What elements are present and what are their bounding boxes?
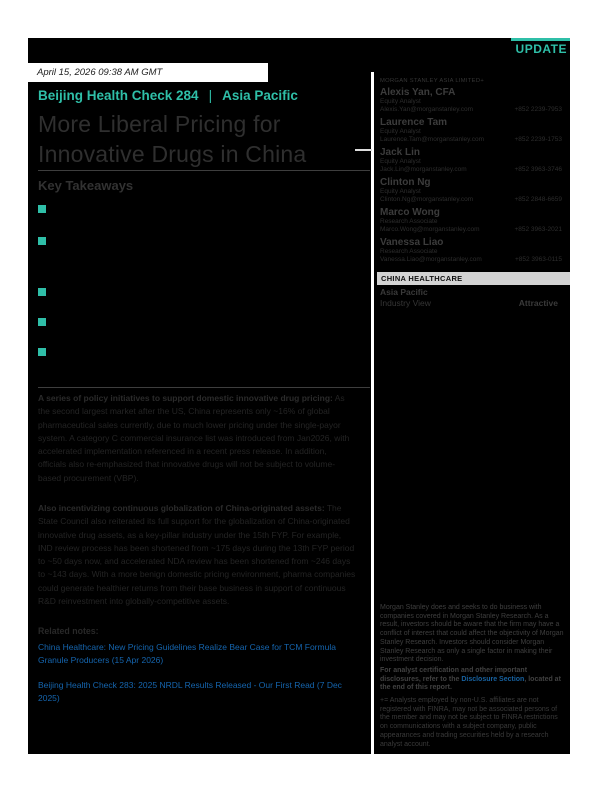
analyst-email: Marco.Wong@morganstanley.com	[380, 226, 480, 233]
related-note-link[interactable]: China Healthcare: New Pricing Guidelines Realize Bear Case for TCM Formula Granule Producers (15 Apr 2026)	[38, 642, 336, 665]
analyst-role: Equity Analyst	[380, 98, 421, 105]
disclosure-footer	[377, 604, 567, 749]
analyst-entry	[377, 237, 570, 264]
analyst-name: Vanessa Liao	[380, 237, 444, 248]
analyst-name: Clinton Ng	[380, 177, 431, 188]
analyst-phone: +852 3963-0115	[514, 256, 562, 263]
analyst-email: Alexis.Yan@morganstanley.com	[380, 106, 474, 113]
industry-view-label: Industry View	[380, 298, 431, 308]
heading-separator: |	[208, 88, 213, 103]
analyst-email: Clinton.Ng@morganstanley.com	[380, 196, 474, 203]
analyst-phone: +852 3963-2021	[514, 226, 562, 233]
analyst-entry	[377, 117, 570, 144]
paragraph-lead: Also incentivizing continuous globalization of China-originated assets:	[38, 503, 325, 513]
analyst-name: Jack Lin	[380, 147, 421, 158]
industry-view-row	[377, 298, 570, 309]
finra-footnote: += Analysts employed by non-U.S. affiliates are not registered with FINRA, may not be associated persons of the member and may not be subject to FINRA restrictions on communications with a subject company, public appearances and trading securities held by a research analyst account.	[380, 697, 558, 748]
analyst-role: Research Associate	[380, 218, 438, 225]
report-series-heading	[38, 88, 298, 103]
sector-tag-bar: CHINA HEALTHCARE	[377, 272, 570, 285]
analyst-email: Jack.Lin@morganstanley.com	[380, 166, 467, 173]
analyst-email: Vanessa.Liao@morganstanley.com	[380, 256, 482, 263]
analyst-phone: +852 2239-7953	[514, 106, 562, 113]
industry-view-value: Attractive	[518, 298, 558, 308]
page-title: More Liberal Pricing for Innovative Drugs in China	[38, 111, 307, 167]
related-notes-label: Related notes:	[38, 626, 99, 636]
analyst-entry	[377, 147, 570, 174]
bullet-square-icon	[38, 237, 46, 245]
analyst-name: Laurence Tam	[380, 117, 448, 128]
analyst-entry	[377, 87, 570, 114]
analyst-certification-note	[380, 667, 567, 693]
takeaway-bullet	[38, 318, 370, 326]
analyst-email: Laurence.Tam@morganstanley.com	[380, 136, 485, 143]
column-divider	[371, 72, 374, 754]
series-title: Beijing Health Check 284	[38, 88, 199, 103]
conflict-disclaimer: Morgan Stanley does and seeks to do business with companies covered in Morgan Stanley Research. As a result, investors should be aware that the firm may have a conflict of interest that could affect the objectivity of Morgan Stanley Research. Investors should consider Morgan Stanley Research as only a single factor in making their investment decision.	[380, 604, 564, 664]
bullet-square-icon	[38, 288, 46, 296]
analyst-phone: +852 2848-6659	[514, 196, 562, 203]
key-takeaways-title: Key Takeaways	[38, 178, 134, 193]
analyst-role: Equity Analyst	[380, 128, 421, 135]
divider-tick	[355, 149, 372, 151]
takeaway-bullet	[38, 288, 370, 296]
body-paragraph	[38, 502, 356, 608]
report-cover-block	[28, 38, 570, 754]
bullet-square-icon	[38, 205, 46, 213]
analyst-name: Alexis Yan, CFA	[380, 87, 456, 98]
bullet-square-icon	[38, 348, 46, 356]
key-takeaways-box	[38, 170, 370, 388]
date-bar: April 15, 2026 09:38 AM GMT	[28, 63, 268, 82]
paragraph-lead: A series of policy initiatives to support domestic innovative drug pricing:	[38, 393, 333, 403]
analyst-sidebar	[377, 78, 570, 309]
analyst-role: Equity Analyst	[380, 158, 421, 165]
takeaway-bullet	[38, 237, 370, 245]
related-note-link[interactable]: Beijing Health Check 283: 2025 NRDL Results Released - Our First Read (7 Dec 2025)	[38, 680, 342, 703]
bullet-square-icon	[38, 318, 46, 326]
analyst-name: Marco Wong	[380, 207, 440, 218]
certification-text: For analyst certification and other important disclosures, refer to the	[380, 666, 528, 683]
firm-name: MORGAN STANLEY ASIA LIMITED+	[380, 78, 485, 84]
paragraph-text: As the second largest market after the US, China represents only ~16% of global pharmaceutical sales currently, due to much lower pricing under the single-payor system. A category C commercial insurance list was introduced from Jan2026, with accelerated implementation referenced in a recent press release. In addition, officials also re-emphasized that innovative drugs will not be subject to volume-based procurement (VBP).	[38, 393, 350, 483]
update-badge: UPDATE	[511, 38, 570, 58]
analyst-phone: +852 3963-3746	[514, 166, 562, 173]
sidebar-region: Asia Pacific	[380, 287, 428, 297]
analyst-role: Equity Analyst	[380, 188, 421, 195]
paragraph-text: The State Council also reiterated its full support for the globalization of China-originated innovative drug assets, as a key-pillar industry under the 15th FYP. For example, IND review process has been shortened from ~175 days during the 13th FYP period to ~50 days now, and accelerated NDA review has been shortened from ~246 days to ~143 days. With a more benign domestic pricing environment, pharma companies could generate healthier returns from their base business in support of continuous R&D reinvestment into globally-competitive assets.	[38, 503, 356, 607]
analyst-entry	[377, 207, 570, 234]
analyst-entry	[377, 177, 570, 204]
disclosure-section-link[interactable]: Disclosure Section	[461, 675, 525, 683]
takeaway-bullet	[38, 205, 370, 213]
analyst-phone: +852 2239-1753	[514, 136, 562, 143]
certification-text-end: , located at the end of this report.	[380, 675, 561, 692]
series-region: Asia Pacific	[222, 88, 298, 103]
body-paragraph	[38, 392, 356, 485]
takeaway-bullet	[38, 348, 370, 356]
analyst-role: Research Associate	[380, 248, 438, 255]
